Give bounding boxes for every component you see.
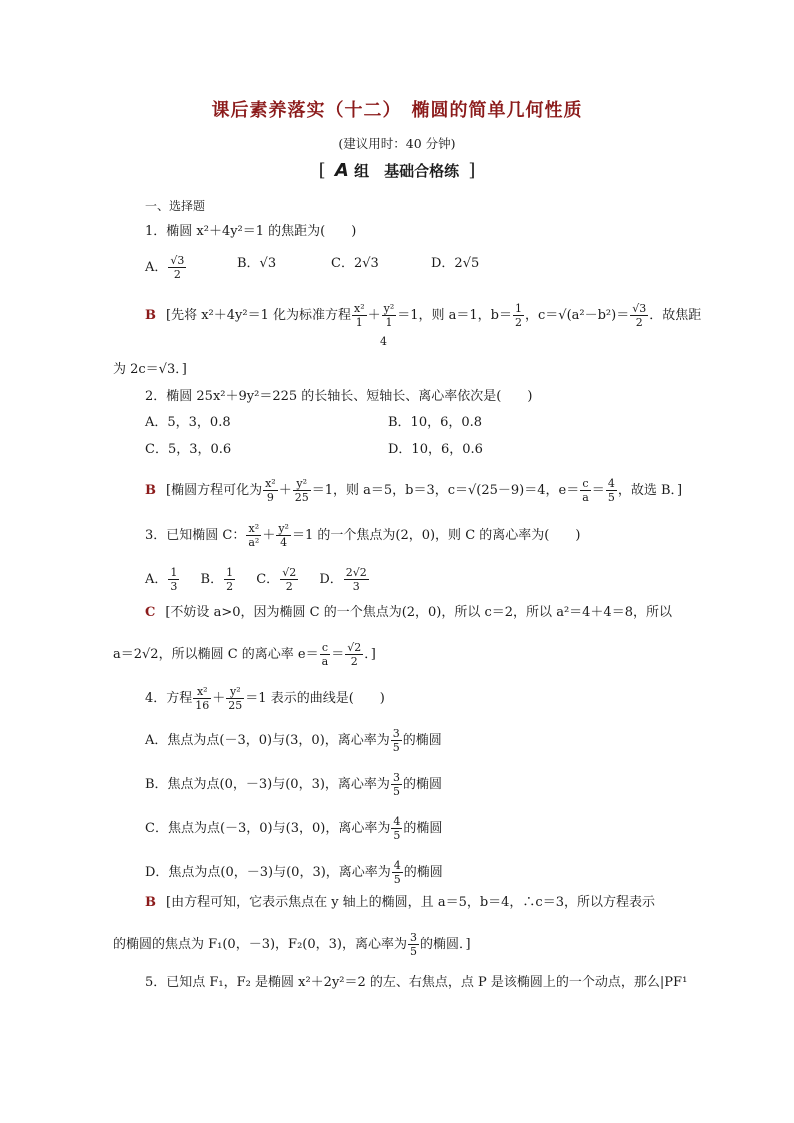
q1-answer: B xyxy=(145,308,156,323)
q2-answer: B xyxy=(145,483,156,498)
q1-option-b: B．√3 xyxy=(237,256,277,271)
q4-stem: 4．方程 $\frac{\text{x²}}{16}$ ＋ $\frac{\text{y²}}{25}$ ＝1 表示的曲线是( ) xyxy=(145,685,385,712)
q3-option-b: B． $\frac{1}{2}$ xyxy=(200,566,234,593)
q4-answer: B xyxy=(145,895,156,910)
q2-option-d: D．10，6，0.6 xyxy=(388,442,483,457)
q4-option-d: D．焦点为点(0，－3)与(0，3)，离心率为 $\frac{4}{5}$ 的椭圆 xyxy=(145,859,443,886)
q1-stem: 1．椭圆 x²＋4y²＝1 的焦距为( ) xyxy=(145,224,357,239)
q5-stem: 5．已知点 F₁，F₂ 是椭圆 x²＋2y²＝2 的左、右焦点，点 P 是该椭圆上的一个动点，那么|PF¹ xyxy=(145,975,688,990)
suggested-time: (建议用时：40 分钟) xyxy=(338,136,456,151)
q2-option-c: C．5，3，0.6 xyxy=(145,442,232,457)
q3-explanation-line2: a＝2√2，所以椭圆 C 的离心率 e＝ $\frac{c}{a}$ ＝ $\frac{√2}{2}$ ．] xyxy=(113,641,376,668)
q1-option-a: A． $\frac{√3}{2}$ xyxy=(145,254,185,281)
group-label: 组 基础合格练 xyxy=(354,162,460,180)
q4-option-a: A．焦点为点(－3，0)与(3，0)，离心率为 $\frac{3}{5}$ 的椭圆 xyxy=(145,727,442,754)
group-open-bracket: [ xyxy=(318,160,326,181)
q2-option-b: B．10，6，0.8 xyxy=(388,415,483,430)
section-heading: 一、选择题 xyxy=(145,199,206,213)
q3-answer: C xyxy=(145,605,156,620)
q4-explanation-line2: 的椭圆的焦点为 F₁(0，－3)，F₂(0，3)，离心率为 $\frac{3}{5}$ 的椭圆．] xyxy=(113,931,471,958)
q3-option-d: D． $\frac{2√2}{3}$ xyxy=(319,566,367,593)
q2-explanation: B [椭圆方程可化为 $\frac{\text{x²}}{9}$ ＋ $\frac{\text{y²}}{25}$ ＝1，则 a＝5，b＝3，c＝√(25－9)＝4，e＝ $\frac{c}{a}$ ＝ $\frac{4}{5}$ ，故选 B．] xyxy=(145,477,683,504)
q2-option-a: A．5，3，0.8 xyxy=(145,415,231,430)
q2-stem: 2．椭圆 25x²＋9y²＝225 的长轴长、短轴长、离心率依次是( ) xyxy=(145,389,533,404)
q3-option-a: A． $\frac{1}{3}$ xyxy=(145,566,178,593)
q1-nested-denominator: 4 xyxy=(380,335,387,348)
q1-explanation-line1: B [先将 x²＋4y²＝1 化为标准方程 $\frac{\text{x²}}{1}$ ＋ $\frac{\text{y²}}{1}$ ＝1，则 a＝1，b＝ $\frac{1}{2}$ ，c＝√(a²－b²)＝ $\frac{√3}{2}$ ．故焦距 xyxy=(145,302,702,329)
q3-options xyxy=(145,566,370,593)
q1-option-d: D．2√5 xyxy=(431,256,480,271)
group-heading xyxy=(0,160,794,181)
q3-option-c: C． $\frac{√2}{2}$ xyxy=(256,566,297,593)
q3-stem: 3．已知椭圆 C： $\frac{\text{x²}}{\text{a²}}$ ＋ $\frac{\text{y²}}{4}$ ＝1 的一个焦点为(2，0)，则 C 的离心率为( ) xyxy=(145,522,581,549)
q3-explanation-line1: C [不妨设 a>0，因为椭圆 C 的一个焦点为(2，0)，所以 c＝2，所以 a²＝4＋4＝8，所以 xyxy=(145,605,672,620)
q4-explanation-line1: B [由方程可知，它表示焦点在 y 轴上的椭圆，且 a＝5，b＝4，∴c＝3，所以方程表示 xyxy=(145,895,655,910)
q4-option-b: B．焦点为点(0，－3)与(0，3)，离心率为 $\frac{3}{5}$ 的椭圆 xyxy=(145,771,442,798)
q1-options xyxy=(145,254,480,281)
q4-option-c: C．焦点为点(－3，0)与(3，0)，离心率为 $\frac{4}{5}$ 的椭圆 xyxy=(145,815,443,842)
q1-explanation-line2: 为 2c＝√3．] xyxy=(113,362,187,377)
group-close-bracket: ] xyxy=(468,160,476,181)
group-letter: A xyxy=(334,160,349,181)
q1-option-c: C．2√3 xyxy=(331,256,379,271)
page-title: 课后素养落实（十二） 椭圆的简单几何性质 xyxy=(211,100,583,121)
